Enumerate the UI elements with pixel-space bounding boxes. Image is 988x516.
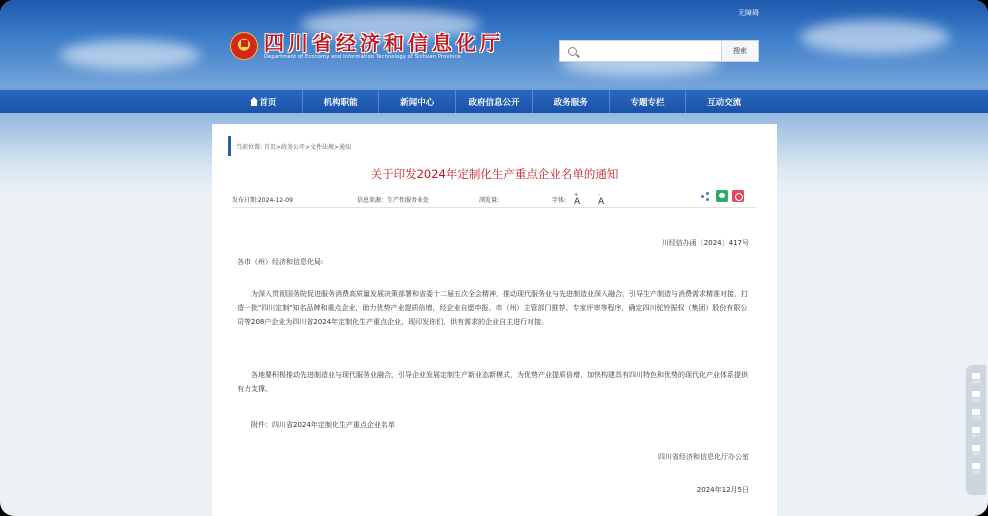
search-input[interactable] [559, 40, 723, 62]
main-navigation [0, 89, 988, 113]
sidetool-point-read[interactable]: 指读 [969, 445, 983, 459]
nav-item-news[interactable]: 新闻中心 [379, 90, 456, 114]
nav-item-institution[interactable]: 机构职能 [303, 90, 380, 114]
body-paragraph-2: 各地要积极推动先进制造业与现代服务业融合，引导企业发展定制生产新业态新模式，为优势产业提质倍增，加快构建具有四川特色和优势的现代化产业体系提供有力支撑。 [237, 371, 748, 393]
info-source: 信息来源：生产性服务业处 [357, 197, 430, 204]
sidetool-screen-reader[interactable]: 读屏 [969, 391, 983, 405]
site-logo[interactable] [230, 29, 504, 63]
accessibility-link[interactable]: 无障碍 [738, 9, 759, 17]
addressee: 各市（州）经济和信息化局: [237, 258, 324, 266]
nav-item-info-disclosure[interactable]: 政府信息公开 [456, 90, 533, 114]
logo-chinese-title: 四川省经济和信息化厅 [264, 31, 504, 55]
nav-item-topics[interactable]: 专题专栏 [610, 90, 687, 114]
search-icon [568, 47, 577, 56]
body-paragraph-1: 为深入贯彻国务院促进服务消费高质量发展决策部署和省委十二届五次全会精神，推动现代服务业与先进制造业深入融合，引导生产制造与消费需求精准对接，打造一批"四川定制"知名品牌和重点企业，助力优势产业提质倍增，经企业自愿申报、市（州）主管部门推荐、专家评审等程序，确定四川驼铃振权（集团）股份有限公司等208户企业为四川省2024年定制化生产重点企业，现印发你们，供有需求的企业自主进行对接。 [237, 290, 748, 326]
nav-item-home[interactable]: 首页 [226, 90, 303, 114]
sidetool-zoom[interactable]: 放大 [969, 427, 983, 441]
sidetool-captions[interactable]: 大字幕 [969, 409, 983, 423]
nav-item-services[interactable]: 政务服务 [533, 90, 610, 114]
sidetool-settings[interactable]: 设置 [969, 463, 983, 477]
home-icon [251, 101, 257, 106]
view-count: 浏览量: [479, 197, 500, 204]
article-container [212, 124, 777, 516]
page-title: 关于印发2024年定制化生产重点企业名单的通知 [370, 167, 619, 181]
nav-item-interaction[interactable]: 互动交流 [707, 98, 742, 108]
logo-english-title: Department of Economy and Information Technology of Sichuan Province [264, 54, 461, 60]
font-decrease-button[interactable]: A - [598, 192, 605, 207]
issue-date: 2024年12月5日 [696, 486, 749, 494]
font-size-label: 字体: [552, 197, 567, 204]
document-number: 川经信办函〔2024〕417号 [661, 239, 749, 247]
national-emblem-icon [230, 32, 258, 60]
weibo-icon[interactable] [732, 190, 744, 202]
breadcrumb[interactable]: 当前位置: 首页>政务公开>文件法规>通知 [228, 136, 351, 156]
share-icon[interactable] [701, 192, 710, 201]
article-meta-bar [232, 190, 757, 208]
wechat-icon[interactable] [716, 190, 728, 202]
attachment-link[interactable]: 附件：四川省2024年定制化生产重点企业名单 [251, 421, 395, 429]
sidetool-accessibility[interactable]: 无障碍 [969, 373, 983, 387]
accessibility-toolbar [966, 365, 986, 495]
publish-date: 发布日期:2024-12-09 [232, 197, 293, 204]
search-button[interactable]: 搜索 [721, 40, 759, 62]
font-increase-button[interactable]: A + [574, 192, 581, 207]
issuer: 四川省经济和信息化厅办公室 [658, 453, 749, 461]
